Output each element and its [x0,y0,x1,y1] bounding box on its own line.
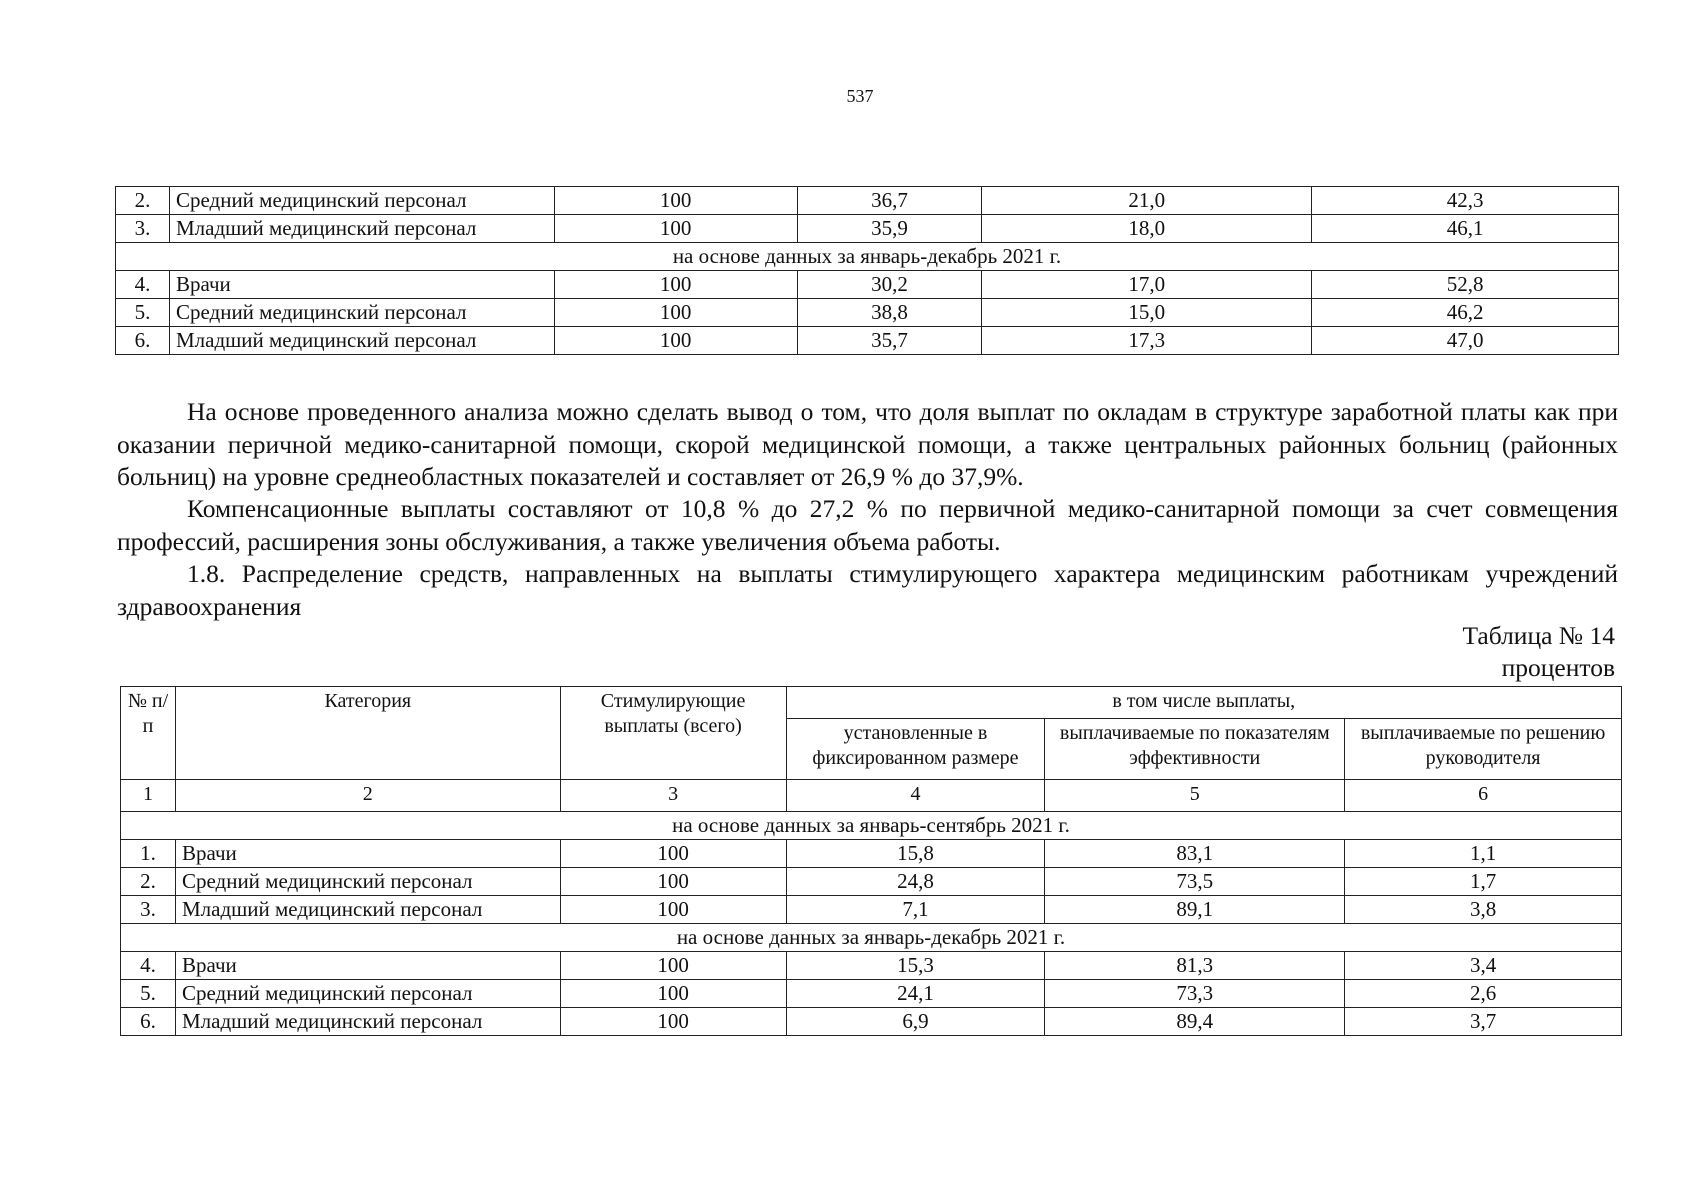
column-number: 2 [175,780,560,812]
row-value-col6: 46,1 [1312,215,1619,243]
row-number: 3. [116,215,170,243]
row-category: Средний медицинский персонал [175,868,560,896]
row-value-col5: 17,3 [982,327,1312,355]
table-14 [120,686,1622,1036]
row-number: 4. [116,271,170,299]
header-fixed: установленные в фиксированном размере [786,719,1045,780]
row-total: 100 [554,215,797,243]
row-number: 6. [121,1008,176,1036]
row-category: Средний медицинский персонал [175,980,560,1008]
row-number: 5. [116,299,170,327]
row-number: 6. [116,327,170,355]
header-manager: выплачиваемые по решению руководителя [1345,719,1622,780]
row-value-col5: 21,0 [982,187,1312,215]
column-number: 6 [1345,780,1622,812]
row-value-col4: 7,1 [786,896,1045,924]
paragraph-conclusion [117,396,1618,494]
row-total: 100 [560,896,786,924]
row-category: Врачи [175,840,560,868]
row-category: Младший медицинский персонал [175,896,560,924]
table-row [121,952,1622,980]
row-value-col4: 15,8 [786,840,1045,868]
section-label: на основе данных за январь-декабрь 2021 г. [121,924,1622,952]
page-number: 537 [846,86,874,106]
row-value-col4: 30,2 [797,271,982,299]
row-value-col5: 17,0 [982,271,1312,299]
row-category: Врачи [175,952,560,980]
continued-table-body [116,187,1619,355]
row-value-col4: 24,8 [786,868,1045,896]
paragraph-compensation [117,493,1618,558]
row-number: 4. [121,952,176,980]
header-group: в том числе выплаты, [786,687,1621,719]
row-number: 3. [121,896,176,924]
row-value-col6: 52,8 [1312,271,1619,299]
column-number: 4 [786,780,1045,812]
table-14-body [121,812,1622,1036]
row-number: 2. [121,868,176,896]
table-14-header [121,687,1622,812]
table-row [121,1008,1622,1036]
row-value-col5: 73,5 [1045,868,1345,896]
table-section-row [116,243,1619,271]
row-value-col5: 89,4 [1045,1008,1345,1036]
row-category: Младший медицинский персонал [169,215,554,243]
row-value-col4: 35,7 [797,327,982,355]
continued-table [115,186,1619,355]
table-row [121,980,1622,1008]
row-value-col6: 3,8 [1345,896,1622,924]
table-row [116,187,1619,215]
row-value-col4: 35,9 [797,215,982,243]
row-category: Средний медицинский персонал [169,187,554,215]
header-category: Категория [175,687,560,780]
table-row [116,215,1619,243]
table-row [121,840,1622,868]
row-value-col4: 24,1 [786,980,1045,1008]
header-total: Стимулирующие выплаты (всего) [560,687,786,780]
row-value-col6: 1,7 [1345,868,1622,896]
table-row [121,896,1622,924]
column-number: 3 [560,780,786,812]
row-value-col6: 42,3 [1312,187,1619,215]
row-value-col6: 47,0 [1312,327,1619,355]
row-value-col6: 2,6 [1345,980,1622,1008]
row-value-col5: 18,0 [982,215,1312,243]
header-performance: выплачиваемые по показателям эффективности [1045,719,1345,780]
row-total: 100 [560,1008,786,1036]
row-total: 100 [554,299,797,327]
paragraph-text: Компенсационные выплаты составляют от 10,8 % до 27,2 % по первичной медико-санитарной помощи за счет совмещения профессий, расширения зоны обслуживания, а также увеличения объема работы. [117,494,1618,556]
row-category: Младший медицинский персонал [175,1008,560,1036]
row-value-col5: 73,3 [1045,980,1345,1008]
row-value-col5: 89,1 [1045,896,1345,924]
row-total: 100 [560,952,786,980]
table-section-row [121,924,1622,952]
row-number: 1. [121,840,176,868]
table-caption: Таблица № 14 [1462,621,1615,650]
table-section-row [121,812,1622,840]
row-total: 100 [560,980,786,1008]
row-total: 100 [554,271,797,299]
paragraph-text: 1.8. Распределение средств, направленных на выплаты стимулирующего характера медицинским работникам учреждений здравоохранения [117,559,1618,621]
row-value-col4: 38,8 [797,299,982,327]
section-heading-1-8 [117,558,1618,623]
row-value-col5: 15,0 [982,299,1312,327]
row-category: Младший медицинский персонал [169,327,554,355]
row-total: 100 [560,840,786,868]
paragraph-text: На основе проведенного анализа можно сделать вывод о том, что доля выплат по окладам в структуре заработной платы как при оказании перичной медико-санитарной помощи, скорой медицинской помощи, а также центральных районных больниц (районных больниц) на уровне среднеобластных показателей и составляет от 26,9 % до 37,9%. [117,397,1618,491]
section-label: на основе данных за январь-декабрь 2021 г. [116,243,1619,271]
section-label: на основе данных за январь-сентябрь 2021 г. [121,812,1622,840]
row-value-col6: 3,4 [1345,952,1622,980]
table-unit: процентов [1501,653,1615,682]
row-value-col5: 83,1 [1045,840,1345,868]
row-total: 100 [554,187,797,215]
row-value-col4: 6,9 [786,1008,1045,1036]
column-number: 5 [1045,780,1345,812]
column-number-row [121,780,1622,812]
row-total: 100 [554,327,797,355]
table-row [116,271,1619,299]
table-row [116,327,1619,355]
row-value-col4: 36,7 [797,187,982,215]
row-value-col6: 1,1 [1345,840,1622,868]
header-number: № п/п [121,687,176,780]
row-value-col6: 3,7 [1345,1008,1622,1036]
row-value-col6: 46,2 [1312,299,1619,327]
row-category: Средний медицинский персонал [169,299,554,327]
table-row [116,299,1619,327]
row-number: 5. [121,980,176,1008]
row-total: 100 [560,868,786,896]
column-number: 1 [121,780,176,812]
row-category: Врачи [169,271,554,299]
row-value-col4: 15,3 [786,952,1045,980]
table-row [121,868,1622,896]
row-value-col5: 81,3 [1045,952,1345,980]
row-number: 2. [116,187,170,215]
